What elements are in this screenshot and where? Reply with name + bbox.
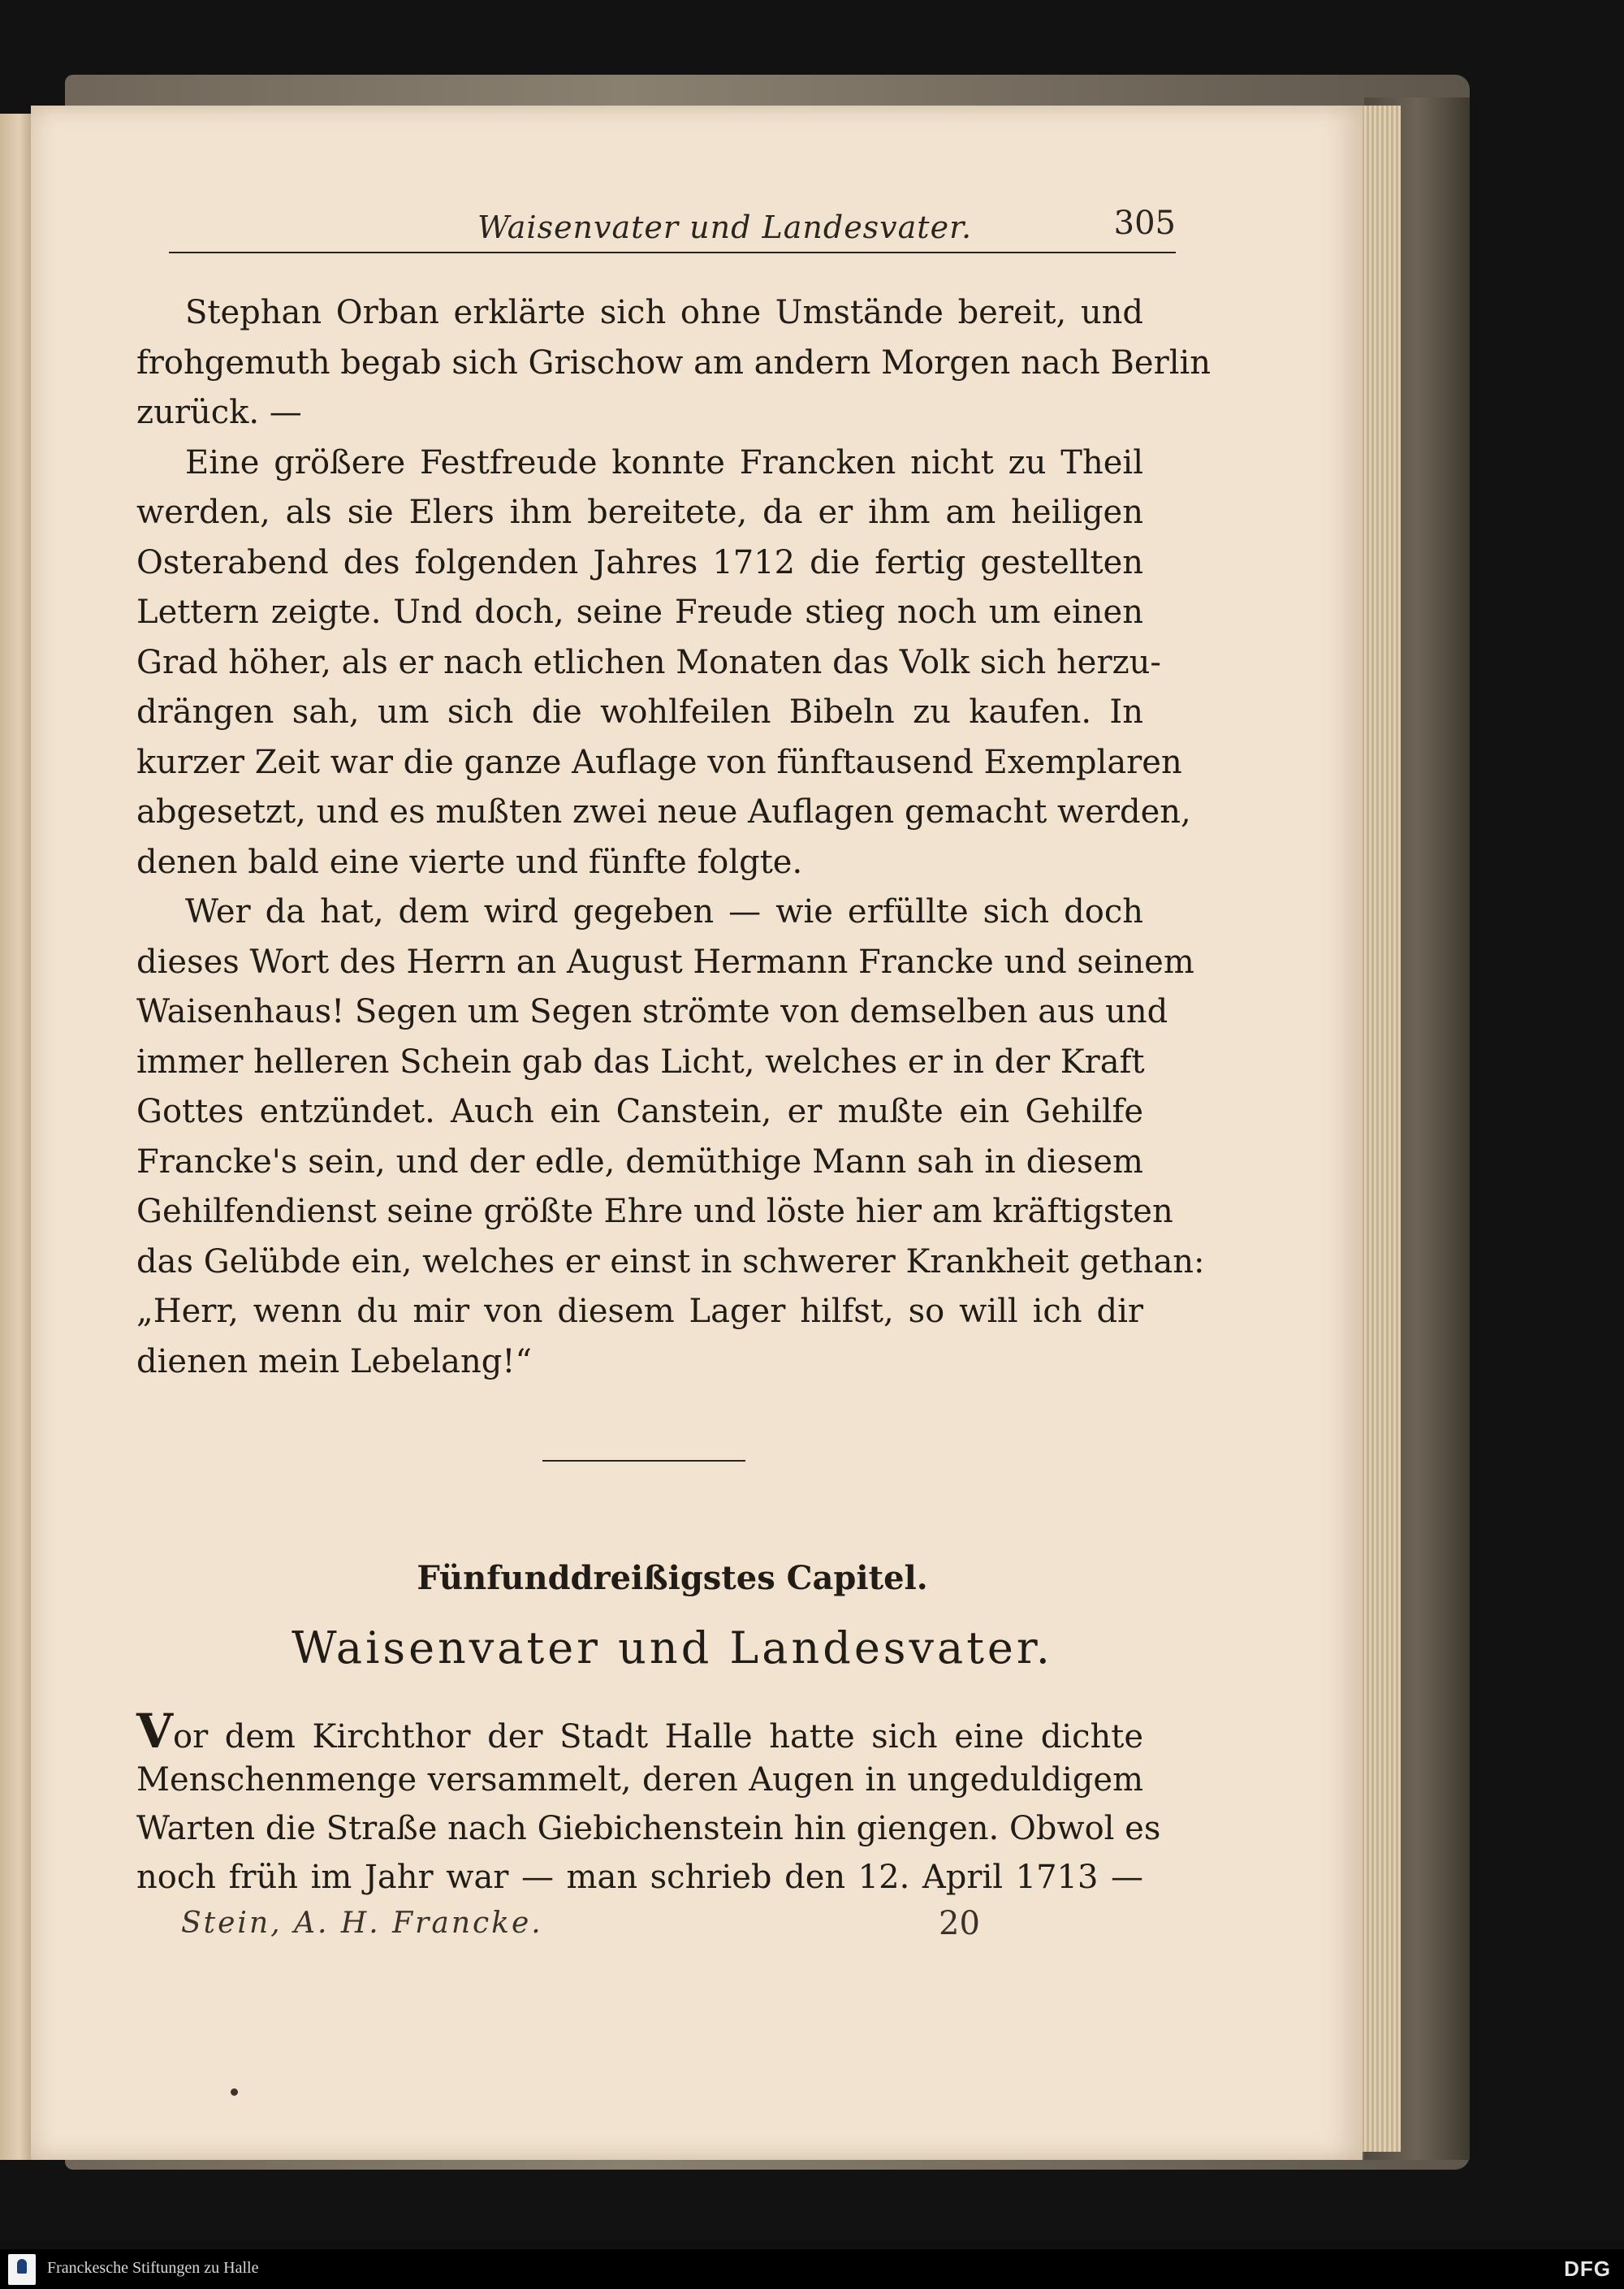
text-line: frohgemuth begab sich Grischow am andern Morgen nach Berlin xyxy=(136,343,1212,382)
text-line: dieses Wort des Herrn an August Hermann Francke und seinem xyxy=(136,943,1194,981)
body-text xyxy=(136,288,1212,1387)
text-line: abgesetzt, und es mußten zwei neue Auflagen gemacht werden, xyxy=(136,793,1191,831)
text-line: Menschenmenge versammelt, deren Augen in ungeduldigem xyxy=(136,1761,1143,1799)
drop-cap: V xyxy=(136,1704,174,1759)
paragraph xyxy=(136,438,1191,888)
chapter-text xyxy=(136,1704,1161,1902)
text-line: Grad höher, als er nach etlichen Monaten das Volk sich herzu- xyxy=(136,643,1161,681)
left-page-edge xyxy=(0,114,32,2160)
institution-name: Franckesche Stiftungen zu Halle xyxy=(47,2259,259,2277)
text-line: dienen mein Lebelang!“ xyxy=(136,1342,532,1380)
text-line: zurück. — xyxy=(136,394,302,431)
text-line: immer helleren Schein gab das Licht, welches er in der Kraft xyxy=(136,1043,1145,1081)
dfg-logo: DFG xyxy=(1564,2257,1611,2281)
text-line: „Herr, wenn du mir von diesem Lager hilfst, so will ich dir xyxy=(136,1293,1143,1330)
text-line: Gottes entzündet. Auch ein Canstein, er mußte ein Gehilfe xyxy=(136,1093,1143,1130)
text-line: drängen sah, um sich die wohlfeilen Bibeln zu kaufen. In xyxy=(136,693,1143,731)
text-line: Stephan Orban erklärte sich ohne Umstände bereit, und xyxy=(185,294,1143,331)
institution-logo-icon xyxy=(8,2254,36,2285)
chapter-title: Waisenvater und Landesvater. xyxy=(292,1622,1053,1674)
text-line: Gehilfendienst seine größte Ehre und löste hier am kräftigsten xyxy=(136,1193,1173,1230)
text-line: Wer da hat, dem wird gegeben — wie erfüllte sich doch xyxy=(185,893,1143,931)
text-line: kurzer Zeit war die ganze Auflage von fünftausend Exemplaren xyxy=(136,743,1182,781)
section-divider xyxy=(542,1460,745,1462)
running-head xyxy=(169,203,1176,253)
chapter-number: Fünfunddreißigstes Capitel. xyxy=(417,1559,928,1597)
paragraph xyxy=(136,288,1212,438)
book-page xyxy=(31,106,1363,2160)
running-title: Waisenvater und Landesvater. xyxy=(477,209,973,245)
text-line: Osterabend des folgenden Jahres 1712 die fertig gestellten xyxy=(136,543,1143,581)
logo-glyph xyxy=(17,2259,27,2274)
text-line: Francke's sein, und der edle, demüthige Mann sah in diesem xyxy=(136,1142,1143,1181)
viewer-footer xyxy=(0,2249,1624,2289)
text-line: Warten die Straße nach Giebichenstein hin giengen. Obwol es xyxy=(136,1810,1161,1847)
text-line: Lettern zeigte. Und doch, seine Freude stieg noch um einen xyxy=(136,594,1143,631)
text-line: Waisenhaus! Segen um Segen strömte von demselben aus und xyxy=(136,993,1168,1030)
printer-signature: Stein, A. H. Francke. xyxy=(181,1907,543,1940)
paragraph xyxy=(136,888,1205,1387)
text-line xyxy=(136,1704,1143,1759)
text-line: noch früh im Jahr war — man schrieb den 12. April 1713 — xyxy=(136,1859,1143,1896)
ink-spot xyxy=(231,2088,238,2096)
text-line-rest: or dem Kirchthor der Stadt Halle hatte sich eine dichte xyxy=(173,1718,1143,1756)
page-number: 305 xyxy=(1113,205,1176,242)
text-line: Eine größere Festfreude konnte Francken nicht zu Theil xyxy=(185,443,1143,482)
signature-number: 20 xyxy=(939,1905,980,1942)
text-line: werden, als sie Elers ihm bereitete, da er ihm am heiligen xyxy=(136,494,1143,531)
text-line: das Gelübde ein, welches er einst in schwerer Krankheit gethan: xyxy=(136,1242,1205,1281)
text-line: denen bald eine vierte und fünfte folgte. xyxy=(136,843,803,881)
